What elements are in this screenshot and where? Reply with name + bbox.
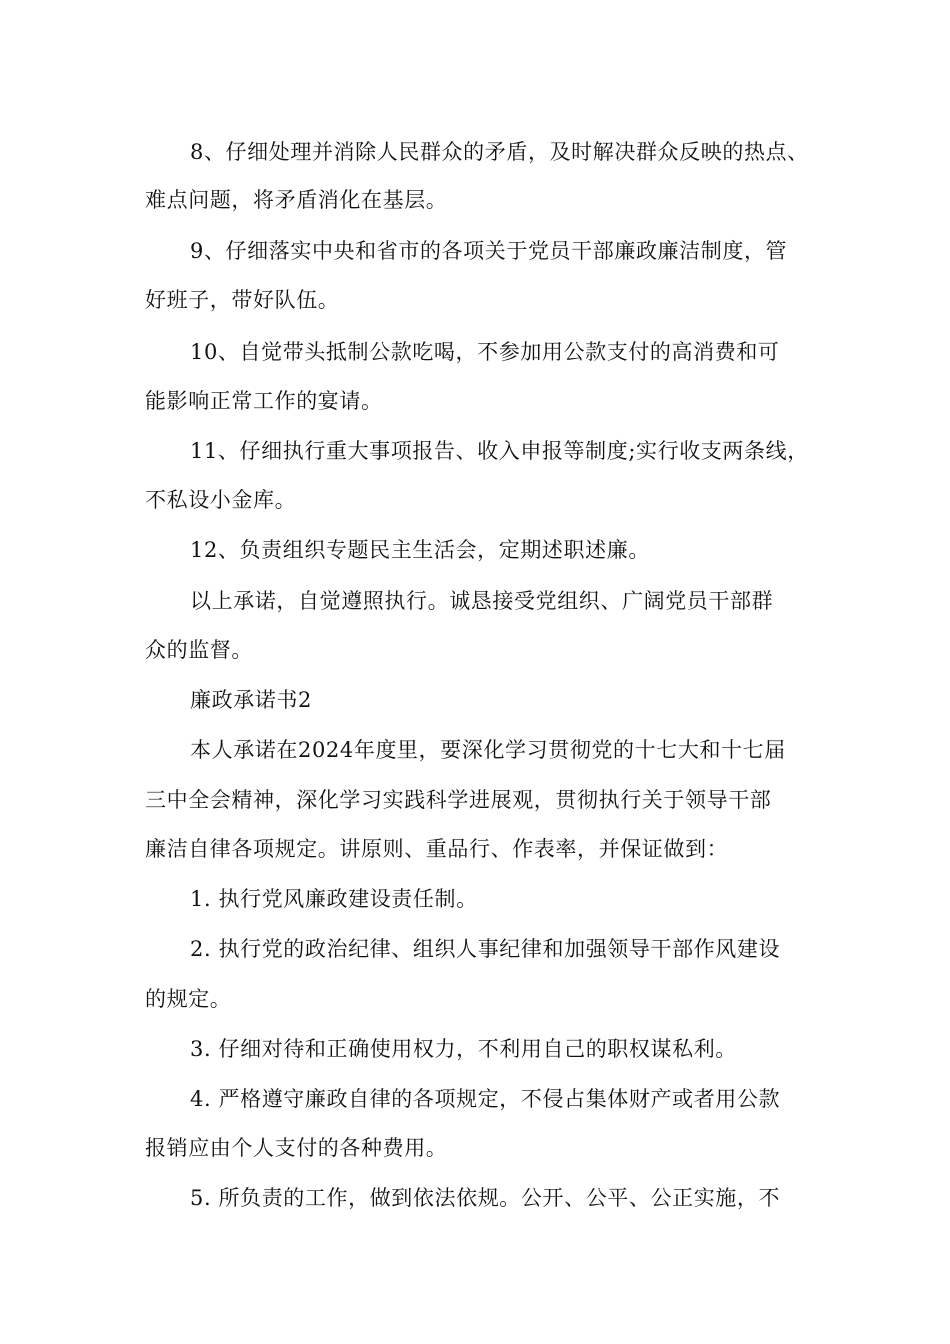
text-line: 9、仔细落实中央和省市的各项关于党员干部廉政廉洁制度，管 (190, 239, 788, 263)
text-line: 本人承诺在2024年度里，要深化学习贯彻党的十七大和十七届 (190, 738, 786, 762)
text-line: 的规定。 (145, 987, 232, 1011)
text-line: 以上承诺，自觉遵照执行。诚恳接受党组织、广阔党员干部群 (190, 589, 774, 613)
list-item: 3. 仔细对待和正确使用权力，不利用自己的职权谋私利。 (190, 1037, 737, 1061)
text-line: 能影响正常工作的宴请。 (145, 389, 383, 413)
list-item: 2. 执行党的政治纪律、组织人事纪律和加强领导干部作风建设 (190, 937, 781, 961)
text-line: 廉洁自律各项规定。讲原则、重品行、作表率，并保证做到： (145, 837, 729, 861)
text-line: 11、仔细执行重大事项报告、收入申报等制度;实行收支两条线， (190, 439, 809, 463)
text-line: 10、自觉带头抵制公款吃喝，不参加用公款支付的高消费和可 (190, 340, 780, 364)
section-heading: 廉政承诺书2 (190, 688, 312, 712)
text-line: 报销应由个人支付的各种费用。 (145, 1136, 448, 1160)
text-line: 不私设小金库。 (145, 488, 297, 512)
text-line: 三中全会精神，深化学习实践科学进展观，贯彻执行关于领导干部 (145, 788, 772, 812)
text-line: 好班子，带好队伍。 (145, 288, 340, 312)
text-line: 8、仔细处理并消除人民群众的矛盾，及时解决群众反映的热点、 (190, 140, 809, 164)
text-line: 难点问题，将矛盾消化在基层。 (145, 188, 448, 212)
list-item: 1. 执行党风廉政建设责任制。 (190, 887, 478, 911)
text-line: 众的监督。 (145, 638, 253, 662)
text-line: 12、负责组织专题民主生活会，定期述职述廉。 (190, 538, 650, 562)
list-item: 4. 严格遵守廉政自律的各项规定，不侵占集体财产或者用公款 (190, 1087, 781, 1111)
list-item: 5. 所负责的工作，做到依法依规。公开、公平、公正实施，不 (190, 1186, 781, 1210)
